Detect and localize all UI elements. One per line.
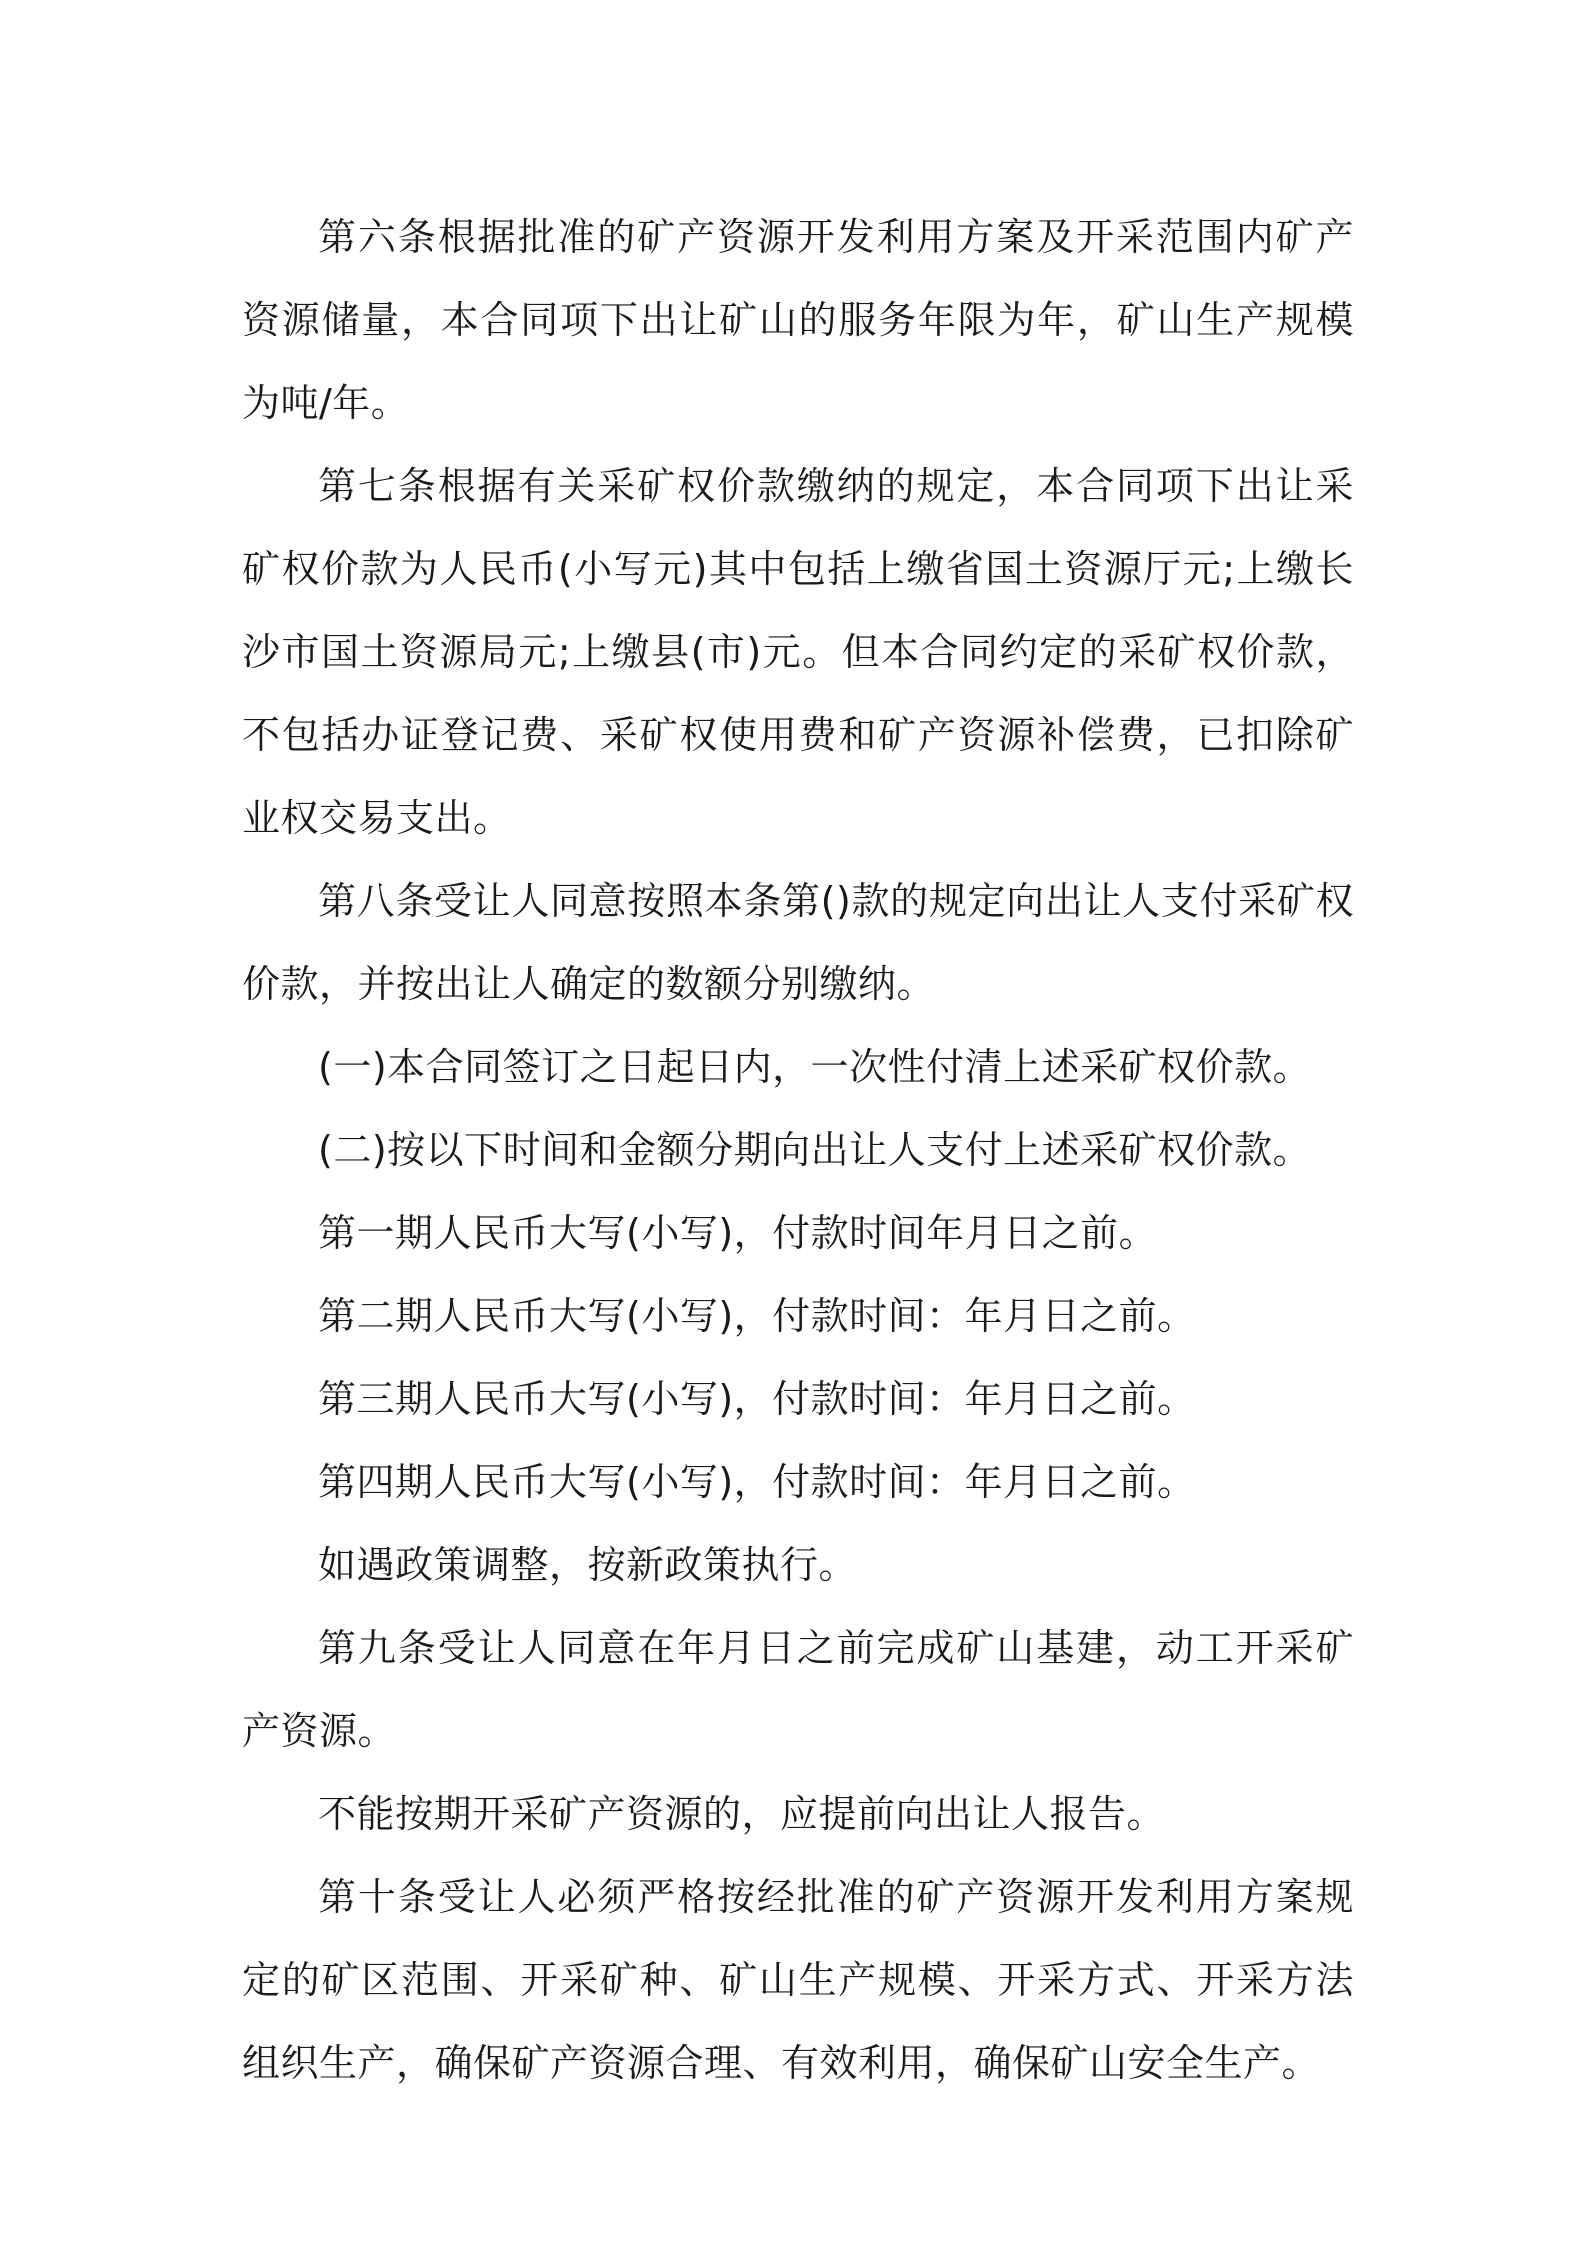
document-body [242, 196, 1354, 2105]
article-6-paragraph: 第六条根据批准的矿产资源开发利用方案及开采范围内矿产资源储量，本合同项下出让矿山的服务年限为年，矿山生产规模为吨/年。 [242, 215, 1354, 425]
installment-2: 第二期人民币大写(小写)，付款时间：年月日之前。 [318, 1294, 1196, 1338]
article-7-paragraph: 第七条根据有关采矿权价款缴纳的规定，本合同项下出让采矿权价款为人民币(小写元)其中包括上缴省国土资源厅元;上缴长沙市国土资源局元;上缴县(市)元。但本合同约定的采矿权价款，不包括办证登记费、采矿权使用费和矿产资源补偿费，已扣除矿业权交易支出。 [242, 464, 1354, 840]
installment-1: 第一期人民币大写(小写)，付款时间年月日之前。 [318, 1211, 1158, 1255]
article-10-paragraph: 第十条受让人必须严格按经批准的矿产资源开发利用方案规定的矿区范围、开采矿种、矿山生产规模、开采方式、开采方法组织生产，确保矿产资源合理、有效利用，确保矿山安全生产。 [242, 1875, 1354, 2085]
payment-option-1: (一)本合同签订之日起日内，一次性付清上述采矿权价款。 [318, 1045, 1312, 1089]
installment-4: 第四期人民币大写(小写)，付款时间：年月日之前。 [318, 1460, 1196, 1504]
installment-3: 第三期人民币大写(小写)，付款时间：年月日之前。 [318, 1377, 1196, 1421]
policy-adjustment-note: 如遇政策调整，按新政策执行。 [318, 1543, 858, 1587]
article-9-paragraph: 第九条受让人同意在年月日之前完成矿山基建，动工开采矿产资源。 [242, 1626, 1354, 1753]
article-8-paragraph: 第八条受让人同意按照本条第()款的规定向出让人支付采矿权价款，并按出让人确定的数额分别缴纳。 [242, 879, 1354, 1006]
payment-option-2: (二)按以下时间和金额分期向出让人支付上述采矿权价款。 [318, 1128, 1312, 1172]
delay-report-note: 不能按期开采矿产资源的，应提前向出让人报告。 [318, 1792, 1166, 1836]
